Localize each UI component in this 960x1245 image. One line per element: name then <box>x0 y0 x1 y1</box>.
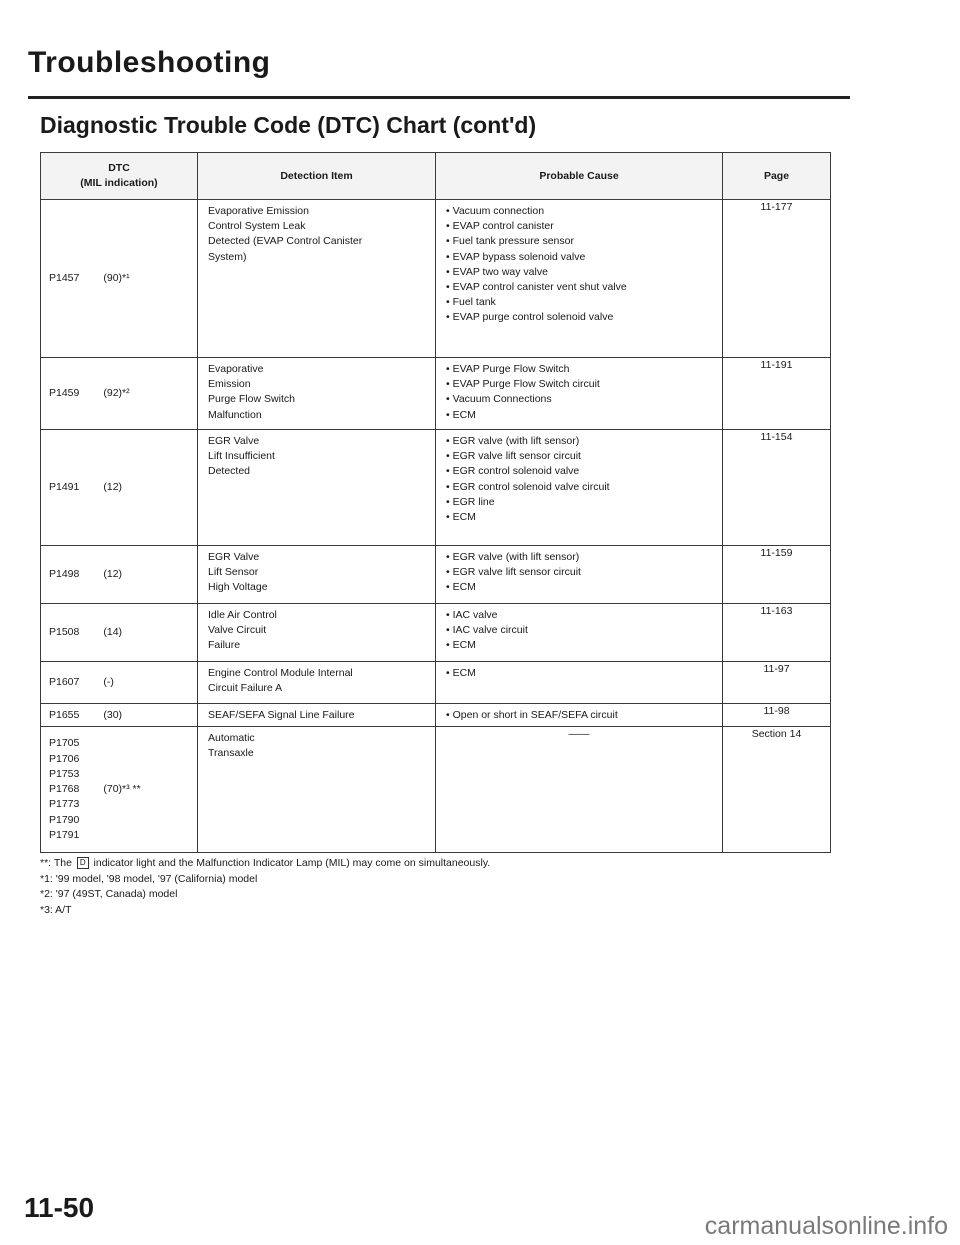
page-reference: 11-97 <box>723 662 831 704</box>
detection-cell <box>198 200 436 358</box>
dtc-table-container <box>40 152 830 853</box>
footnote-line: *3: A/T <box>40 903 72 916</box>
cause-item: • EVAP bypass solenoid valve <box>446 250 718 265</box>
page-reference: 11-163 <box>723 604 831 662</box>
dtc-code: P1655 <box>49 708 80 721</box>
dtc-cell-content <box>41 386 197 401</box>
cause-item: • Fuel tank pressure sensor <box>446 234 718 249</box>
cause-item: • EGR valve (with lift sensor) <box>446 434 718 449</box>
detection-cell <box>198 727 436 853</box>
detection-cell <box>198 358 436 430</box>
cause-item: • Vacuum connection <box>446 204 718 219</box>
cause-list <box>436 704 722 726</box>
dtc-cell <box>41 604 198 662</box>
detection-cell <box>198 704 436 727</box>
mil-header-line: (MIL indication) <box>80 177 158 189</box>
cause-item: • EVAP purge control solenoid valve <box>446 310 718 325</box>
cause-list <box>436 662 722 684</box>
page-reference: 11-98 <box>723 704 831 727</box>
detection-cell <box>198 546 436 604</box>
cause-item: • EGR valve (with lift sensor) <box>446 550 718 565</box>
table-row <box>41 604 831 662</box>
table-row <box>41 704 831 727</box>
cause-item: • Vacuum Connections <box>446 392 718 407</box>
dtc-cell <box>41 358 198 430</box>
page-reference: 11-154 <box>723 430 831 546</box>
cause-cell <box>436 704 723 727</box>
cause-item: • ECM <box>446 510 718 525</box>
mil-indication: (12) <box>103 567 123 580</box>
dtc-cell-content <box>41 480 197 495</box>
table-row <box>41 200 831 358</box>
page-reference: 11-159 <box>723 546 831 604</box>
cause-cell <box>436 604 723 662</box>
cause-item: • Open or short in SEAF/SEFA circuit <box>446 708 718 723</box>
detection-item: Automatic Transaxle <box>208 732 255 760</box>
cause-none: —— <box>568 728 590 741</box>
cause-item: • ECM <box>446 408 718 423</box>
page-reference: Section 14 <box>723 727 831 853</box>
detection-item: Engine Control Module Internal Circuit Failure A <box>208 667 353 695</box>
table-row <box>41 546 831 604</box>
footnote-text: **: The <box>40 857 72 869</box>
cause-list <box>436 358 722 426</box>
detection-cell <box>198 662 436 704</box>
cause-item: • EGR line <box>446 495 718 510</box>
cause-item: • EGR control solenoid valve <box>446 464 718 479</box>
detection-item: SEAF/SEFA Signal Line Failure <box>208 709 355 721</box>
cause-item: • EVAP two way valve <box>446 265 718 280</box>
column-header-cause: Probable Cause <box>436 153 723 200</box>
detection-cell <box>198 604 436 662</box>
cause-list <box>436 546 722 599</box>
page-title: Troubleshooting <box>28 46 271 79</box>
mil-indication: (30) <box>103 708 123 721</box>
detection-cell <box>198 430 436 546</box>
dtc-cell-content <box>41 271 197 286</box>
table-row <box>41 662 831 704</box>
detection-item: Evaporative Emission Control System Leak Detected (EVAP Control Canister System) <box>208 205 363 263</box>
cause-item: • EGR control solenoid valve circuit <box>446 480 718 495</box>
footnote-line: *2: '97 (49ST, Canada) model <box>40 888 178 900</box>
page-reference: 11-177 <box>723 200 831 358</box>
mil-indication: (92)*² <box>103 386 130 399</box>
cause-item: • ECM <box>446 580 718 595</box>
cause-cell <box>436 358 723 430</box>
cause-list <box>436 200 722 329</box>
footnotes <box>40 856 840 918</box>
mil-indication: (70)*³ ** <box>103 783 141 796</box>
dtc-code: P1607 <box>49 675 80 688</box>
cause-item: • ECM <box>446 666 718 681</box>
dtc-cell <box>41 662 198 704</box>
cause-list <box>436 430 722 528</box>
dtc-table <box>40 152 831 853</box>
mil-indication: (90)*¹ <box>103 271 130 284</box>
table-row <box>41 727 831 853</box>
dtc-cell <box>41 200 198 358</box>
dtc-code: P1491 <box>49 480 80 493</box>
cause-item: • EVAP control canister <box>446 219 718 234</box>
dtc-cell <box>41 727 198 853</box>
detection-item: EGR Valve Lift Insufficient Detected <box>208 435 275 478</box>
cause-item: • EGR valve lift sensor circuit <box>446 449 718 464</box>
page-number: 11-50 <box>24 1192 95 1223</box>
dtc-cell-content <box>41 708 197 723</box>
footnote-text: indicator light and the Malfunction Indicator Lamp (MIL) may come on simultaneously. <box>93 857 491 869</box>
section-title: Diagnostic Trouble Code (DTC) Chart (cont'd) <box>40 112 537 138</box>
cause-item: • EVAP Purge Flow Switch circuit <box>446 377 718 392</box>
table-header-row <box>41 153 831 200</box>
dtc-cell-content <box>41 625 197 640</box>
dtc-cell <box>41 704 198 727</box>
cause-item: • Fuel tank <box>446 295 718 310</box>
cause-cell <box>436 200 723 358</box>
dtc-code: P1457 <box>49 271 80 284</box>
dtc-code: P1705 P1706 P1753 P1768 P1773 P1790 P1791 <box>49 737 80 841</box>
watermark-text: carmanualsonline.info <box>704 1212 948 1240</box>
cause-list <box>436 604 722 657</box>
page-reference: 11-191 <box>723 358 831 430</box>
cause-cell <box>436 546 723 604</box>
column-header-dtc <box>41 153 198 200</box>
d-indicator-icon: D <box>77 857 89 869</box>
cause-item: • IAC valve <box>446 608 718 623</box>
footnote-line: *1: '99 model, '98 model, '97 (California) model <box>40 872 258 885</box>
detection-item: Idle Air Control Valve Circuit Failure <box>208 609 277 652</box>
table-row <box>41 430 831 546</box>
dtc-cell-content <box>41 736 197 842</box>
dtc-cell-content <box>41 567 197 582</box>
cause-item: • EGR valve lift sensor circuit <box>446 565 718 580</box>
table-body <box>41 200 831 853</box>
mil-indication: (-) <box>103 675 114 688</box>
dtc-cell <box>41 546 198 604</box>
dtc-code: P1498 <box>49 567 80 580</box>
detection-item: Evaporative Emission Purge Flow Switch Malfunction <box>208 363 295 421</box>
column-header-page: Page <box>723 153 831 200</box>
column-header-detection: Detection Item <box>198 153 436 200</box>
mil-indication: (12) <box>103 480 123 493</box>
footnote-line <box>40 856 840 872</box>
cause-cell <box>436 430 723 546</box>
cause-item: • EVAP control canister vent shut valve <box>446 280 718 295</box>
cause-cell <box>436 662 723 704</box>
dtc-cell <box>41 430 198 546</box>
dtc-header-line: DTC <box>108 162 130 174</box>
mil-indication: (14) <box>103 625 123 638</box>
title-divider <box>28 96 850 99</box>
cause-item: • EVAP Purge Flow Switch <box>446 362 718 377</box>
cause-item: • IAC valve circuit <box>446 623 718 638</box>
dtc-code: P1508 <box>49 625 80 638</box>
cause-item: • ECM <box>446 638 718 653</box>
dtc-code: P1459 <box>49 386 80 399</box>
detection-item: EGR Valve Lift Sensor High Voltage <box>208 551 268 594</box>
table-row <box>41 358 831 430</box>
dtc-cell-content <box>41 675 197 690</box>
cause-cell <box>436 727 723 853</box>
